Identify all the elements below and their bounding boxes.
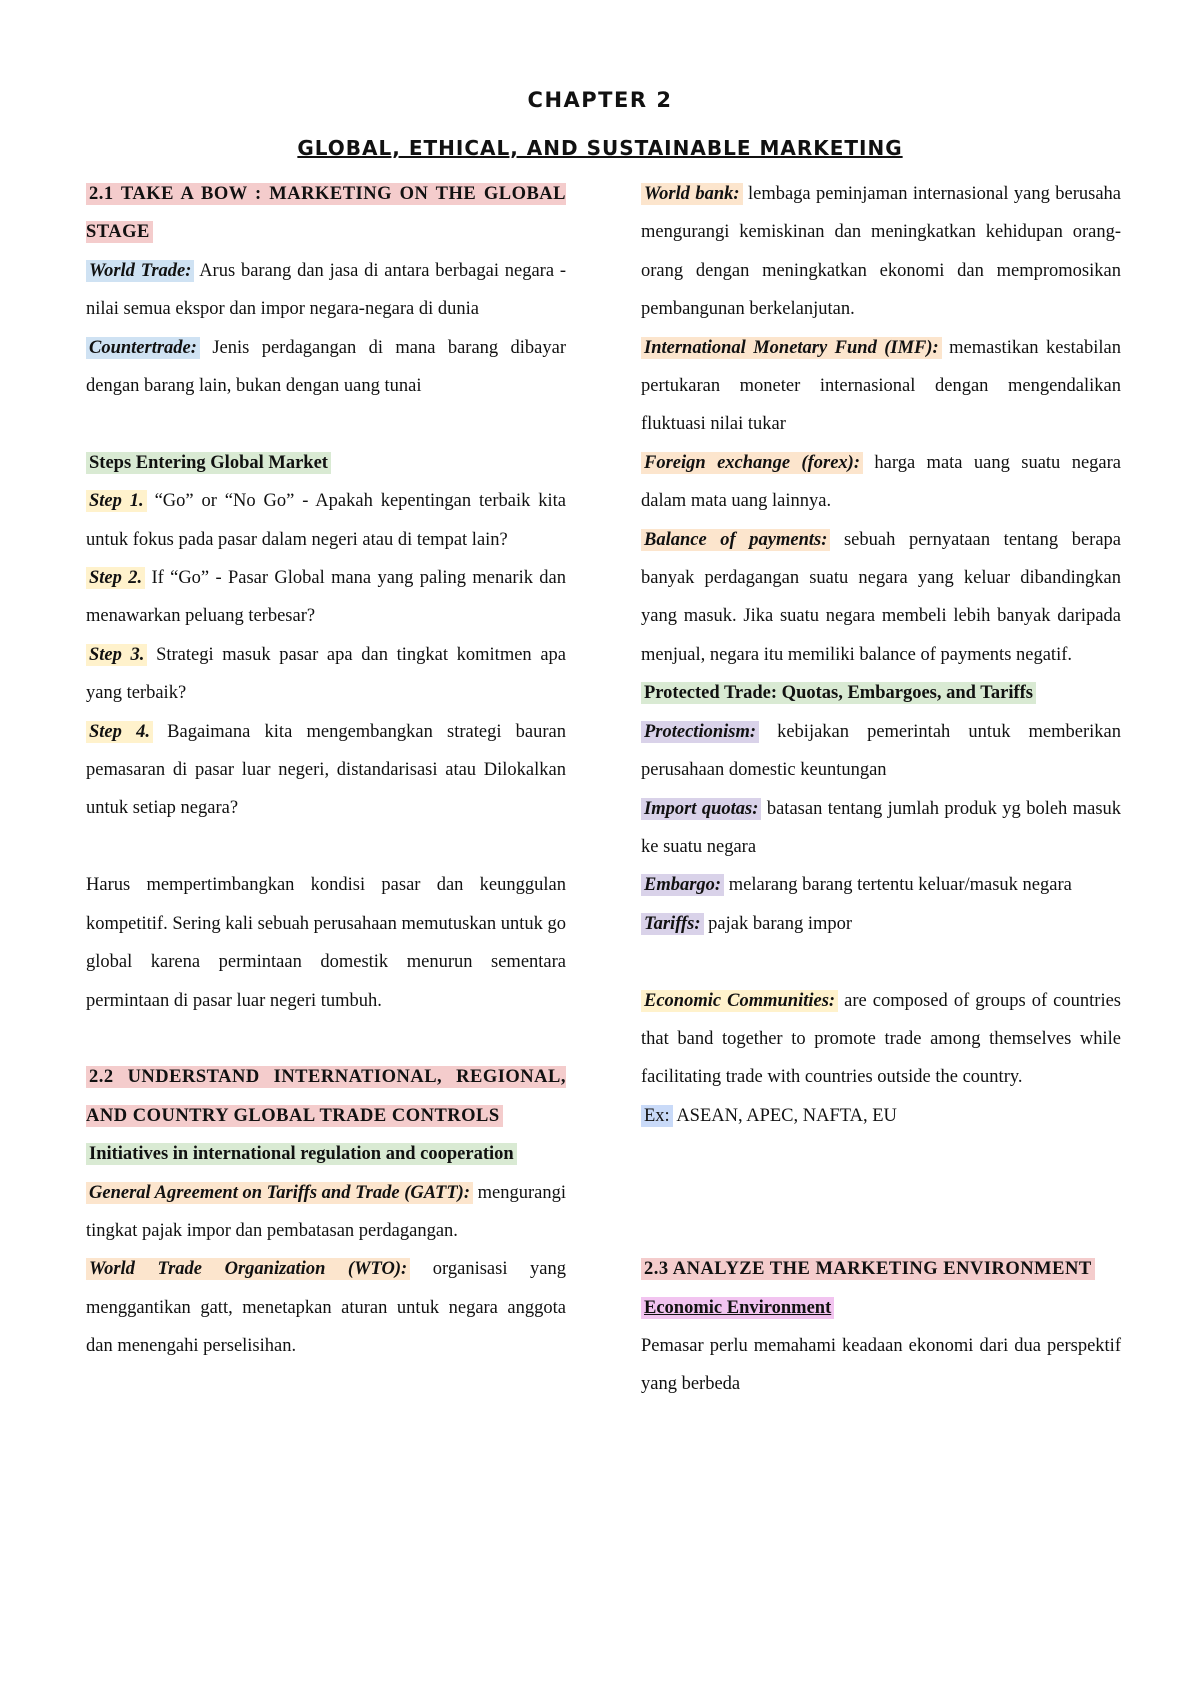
gatt-text: mengurangi tingkat pajak impor dan pembatasan perdagangan. [86,1182,566,1241]
embargo-def [641,866,1121,904]
tariffs-def [641,905,1121,943]
embargo-term: Embargo: [641,874,724,896]
section-2-1-heading: 2.1 TAKE A BOW : MARKETING ON THE GLOBAL STAGE [86,184,566,243]
step-2-text: If “Go” - Pasar Global mana yang paling menarik dan menawarkan peluang terbesar? [86,568,567,627]
tariffs-term: Tariffs: [641,913,704,935]
economic-environment-text: Pemasar perlu memahami keadaan ekonomi dari dua perspektif yang berbeda [641,1335,1121,1395]
protectionism-def [641,713,1121,790]
world-bank-def [641,175,1121,329]
step-4 [86,713,566,828]
right-column [641,175,1121,1404]
examples-line [641,1097,1121,1135]
section-2-3 [641,1250,1121,1288]
wto-def [86,1250,566,1365]
countertrade-text: Jenis perdagangan di mana barang dibayar dengan barang lain, bukan dengan uang tunai [86,337,567,397]
section-2-2-heading: 2.2 UNDERSTAND INTERNATIONAL, REGIONAL, AND COUNTRY GLOBAL TRADE CONTROLS [86,1067,566,1126]
protectionism-text: kebijakan pemerintah untuk memberikan perusahaan domestic keuntungan [641,721,1122,781]
steps-heading: Steps Entering Global Market [86,452,331,474]
economic-environment-heading: Economic Environment [641,1297,834,1319]
step-3-label: Step 3. [86,644,147,666]
bop-term: Balance of payments: [641,529,830,551]
step-4-text: Bagaimana kita mengembangkan strategi bauran pemasaran di pasar luar negeri, distandarisasi atau Dilokalkan untuk setiap negara? [86,721,566,819]
import-quotas-text: batasan tentang jumlah produk yg boleh masuk ke suatu negara [641,798,1122,857]
forex-def [641,444,1121,521]
step-2 [86,559,566,636]
import-quotas-term: Import quotas: [641,798,761,820]
gatt-term: General Agreement on Tariffs and Trade (GATT): [86,1182,473,1204]
world-trade-def [86,252,566,329]
imf-text: memastikan kestabilan pertukaran moneter internasional dengan mengendalikan fluktuasi nilai tukar [641,337,1121,435]
step-1-label: Step 1. [86,490,147,512]
bop-text: sebuah pernyataan tentang berapa banyak perdagangan suatu negara yang keluar dibandingkan yang masuk. Jika suatu negara membeli lebih banyak daripada menjual, negara itu memiliki balance of payments negatif. [641,529,1122,665]
chapter-title: CHAPTER 2 [527,88,673,112]
embargo-text: melarang barang tertentu keluar/masuk negara [728,875,1072,896]
tariffs-text: pajak barang impor [708,913,853,934]
examples-text: ASEAN, APEC, NAFTA, EU [676,1105,897,1126]
imf-def [641,329,1121,444]
economic-communities-text: are composed of groups of countries that band together to promote trade among themselves while facilitating trade with countries outside the country. [641,990,1121,1088]
section-2-2 [86,1058,566,1135]
initiatives-heading: Initiatives in international regulation and cooperation [86,1143,517,1165]
economic-communities-term: Economic Communities: [641,990,838,1012]
bop-def [641,521,1121,675]
import-quotas-def [641,790,1121,867]
step-3-text: Strategi masuk pasar apa dan tingkat komitmen apa yang terbaik? [86,644,566,704]
countertrade-term: Countertrade: [86,337,200,359]
step-1-text: “Go” or “No Go” - Apakah kepentingan terbaik kita untuk fokus pada pasar dalam negeri atau di tempat lain? [86,491,567,550]
protected-heading-line [641,674,1121,712]
gatt-def [86,1174,566,1251]
economic-environment-heading-line [641,1289,1121,1327]
initiatives-heading-line [86,1135,566,1173]
imf-term: International Monetary Fund (IMF): [641,337,942,359]
world-trade-text: Arus barang dan jasa di antara berbagai negara - nilai semua ekspor dan impor negara-negara di dunia [86,260,567,320]
forex-term: Foreign exchange (forex): [641,452,863,474]
world-trade-term: World Trade: [86,260,194,282]
examples-label: Ex: [641,1105,673,1127]
steps-heading-line [86,444,566,482]
section-2-1 [86,175,566,252]
wto-term: World Trade Organization (WTO): [86,1258,410,1280]
forex-text: harga mata uang suatu negara dalam mata uang lainnya. [641,452,1122,512]
countertrade-def [86,329,566,406]
protected-heading: Protected Trade: Quotas, Embargoes, and Tariffs [641,682,1036,704]
go-global-paragraph: Harus mempertimbangkan kondisi pasar dan keunggulan kompetitif. Sering kali sebuah perusahaan memutuskan untuk go global karena permintaan domestik menurun sementara permintaan di pasar luar negeri tumbuh. [86,875,566,1011]
chapter-subtitle-text: GLOBAL, ETHICAL, AND SUSTAINABLE MARKETING [297,136,903,160]
step-3 [86,636,566,713]
wto-text: organisasi yang menggantikan gatt, menetapkan aturan untuk negara anggota dan menengahi perselisihan. [86,1259,566,1357]
economic-communities-def [641,982,1121,1097]
world-bank-term: World bank: [641,183,743,205]
section-2-3-heading: 2.3 ANALYZE THE MARKETING ENVIRONMENT [641,1258,1095,1280]
step-1 [86,482,566,559]
chapter-subtitle [0,136,1200,160]
step-4-label: Step 4. [86,721,153,743]
left-column [86,175,566,1366]
protectionism-term: Protectionism: [641,721,759,743]
world-bank-text: lembaga peminjaman internasional yang berusaha mengurangi kemiskinan dan meningkatkan kehidupan orang-orang dengan meningkatkan ekonomi dan mempromosikan pembangunan berkelanjutan. [641,184,1121,320]
step-2-label: Step 2. [86,567,145,589]
